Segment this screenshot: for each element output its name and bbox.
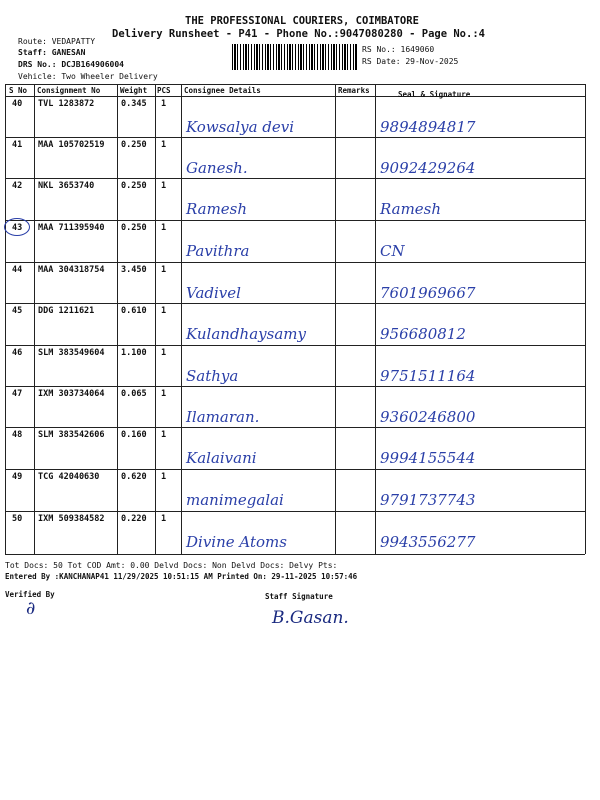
row-signature: 9994155544 [380,449,476,467]
table-row-divider [5,262,585,263]
row-weight: 1.100 [121,348,147,358]
table-row-divider [5,386,585,387]
row-sno: 43 [12,223,23,233]
row-weight: 0.250 [121,223,147,233]
row-sno: 42 [12,181,23,191]
row-consignment-no: TCG 42040630 [38,472,100,482]
verifier-initial: ∂ [26,598,36,619]
row-consignment-no: SLM 383542606 [38,430,105,440]
row-consignment-no: MAA 711395940 [38,223,105,233]
table-row-divider [5,427,585,428]
table-row-divider [5,469,585,470]
row-consignee-name: Kulandhaysamy [186,325,306,343]
row-pcs: 1 [161,514,167,524]
row-sno: 47 [12,389,23,399]
row-weight: 0.610 [121,306,147,316]
row-weight: 0.065 [121,389,147,399]
row-sno: 41 [12,140,23,150]
row-43-circle-mark [4,218,30,236]
runsheet-subtitle: Delivery Runsheet - P41 - Phone No.:9047080280 - Page No.:4 [112,28,485,40]
table-row-divider [5,511,585,512]
table-row-divider [5,178,585,179]
col-consignee: Consignee Details [184,86,261,95]
barcode-image [232,44,358,70]
staff-signature-label: Staff Signature [265,592,333,601]
rs-date: RS Date: 29-Nov-2025 [362,57,459,66]
entered-by-line: Entered By :KANCHANAP41 11/29/2025 10:51:15 AM Printed On: 29-11-2025 10:57:46 [5,572,358,581]
col-seal-signature: Seal & Signature [398,90,471,99]
row-weight: 0.160 [121,430,147,440]
col-pcs: PCS [157,86,171,95]
row-sno: 44 [12,265,23,275]
row-signature: 9943556277 [380,533,476,551]
row-consignee-name: Sathya [186,367,239,385]
col-consignment: Consignment No [37,86,101,95]
col-remarks: Remarks [338,86,370,95]
company-name: THE PROFESSIONAL COURIERS, COIMBATORE [185,15,419,27]
row-pcs: 1 [161,223,167,233]
row-pcs: 1 [161,472,167,482]
col-sno: S No [9,86,28,95]
row-signature: 9092429264 [380,159,476,177]
row-sno: 49 [12,472,23,482]
row-signature: 7601969667 [380,284,476,302]
row-signature: 9791737743 [380,491,476,509]
row-weight: 0.250 [121,140,147,150]
drs-number: DRS No.: DCJB164906004 [18,60,124,69]
verified-by-label: Verified By [5,590,55,599]
row-consignment-no: IXM 303734064 [38,389,105,399]
row-pcs: 1 [161,99,167,109]
row-consignment-no: SLM 383549604 [38,348,105,358]
route-label: Route: VEDAPATTY [18,37,96,46]
table-column-divider [335,84,336,554]
staff-signature: B.Gasan. [272,608,349,628]
vehicle-label: Vehicle: Two Wheeler Delivery [18,72,158,81]
row-sno: 40 [12,99,23,109]
row-pcs: 1 [161,348,167,358]
table-column-divider [5,84,6,554]
row-pcs: 1 [161,389,167,399]
row-consignment-no: MAA 105702519 [38,140,105,150]
table-column-divider [585,84,586,554]
row-consignment-no: DDG 1211621 [38,306,95,316]
table-column-divider [155,84,156,554]
table-column-divider [375,84,376,554]
row-weight: 0.220 [121,514,147,524]
row-sno: 46 [12,348,23,358]
row-consignee-name: manimegalai [186,491,284,509]
table-row-divider [5,137,585,138]
row-consignee-name: Vadivel [186,284,241,302]
row-consignment-no: TVL 1283872 [38,99,95,109]
row-weight: 3.450 [121,265,147,275]
row-consignee-name: Ganesh. [186,159,248,177]
row-sno: 45 [12,306,23,316]
row-consignee-name: Ilamaran. [186,408,260,426]
row-signature: CN [380,242,405,260]
row-signature: Ramesh [380,200,442,218]
row-weight: 0.250 [121,181,147,191]
row-consignment-no: NKL 3653740 [38,181,95,191]
row-signature: 9360246800 [380,408,476,426]
table-column-divider [117,84,118,554]
table-row-divider [5,220,585,221]
row-signature: 956680812 [380,325,466,343]
row-consignee-name: Kalaivani [186,449,257,467]
staff-label: Staff: GANESAN [18,48,86,57]
row-pcs: 1 [161,430,167,440]
rs-number: RS No.: 1649060 [362,45,435,54]
row-signature: 9894894817 [380,118,476,136]
row-pcs: 1 [161,306,167,316]
row-weight: 0.345 [121,99,147,109]
table-column-divider [181,84,182,554]
table-row-divider [5,554,585,555]
row-consignment-no: MAA 304318754 [38,265,105,275]
col-weight: Weight [120,86,148,95]
row-weight: 0.620 [121,472,147,482]
row-consignee-name: Divine Atoms [186,533,287,551]
row-sno: 50 [12,514,23,524]
row-consignee-name: Pavithra [186,242,250,260]
row-signature: 9751511164 [380,367,476,385]
table-row-divider [5,303,585,304]
row-sno: 48 [12,430,23,440]
row-pcs: 1 [161,265,167,275]
table-column-divider [34,84,35,554]
row-consignee-name: Kowsalya devi [186,118,295,136]
row-pcs: 1 [161,181,167,191]
row-pcs: 1 [161,140,167,150]
row-consignment-no: IXM 509384582 [38,514,105,524]
row-consignee-name: Ramesh [186,200,248,218]
table-row-divider [5,345,585,346]
totals-line: Tot Docs: 50 Tot COD Amt: 0.00 Delvd Docs: Non Delvd Docs: Delvy Pts: [5,561,338,570]
